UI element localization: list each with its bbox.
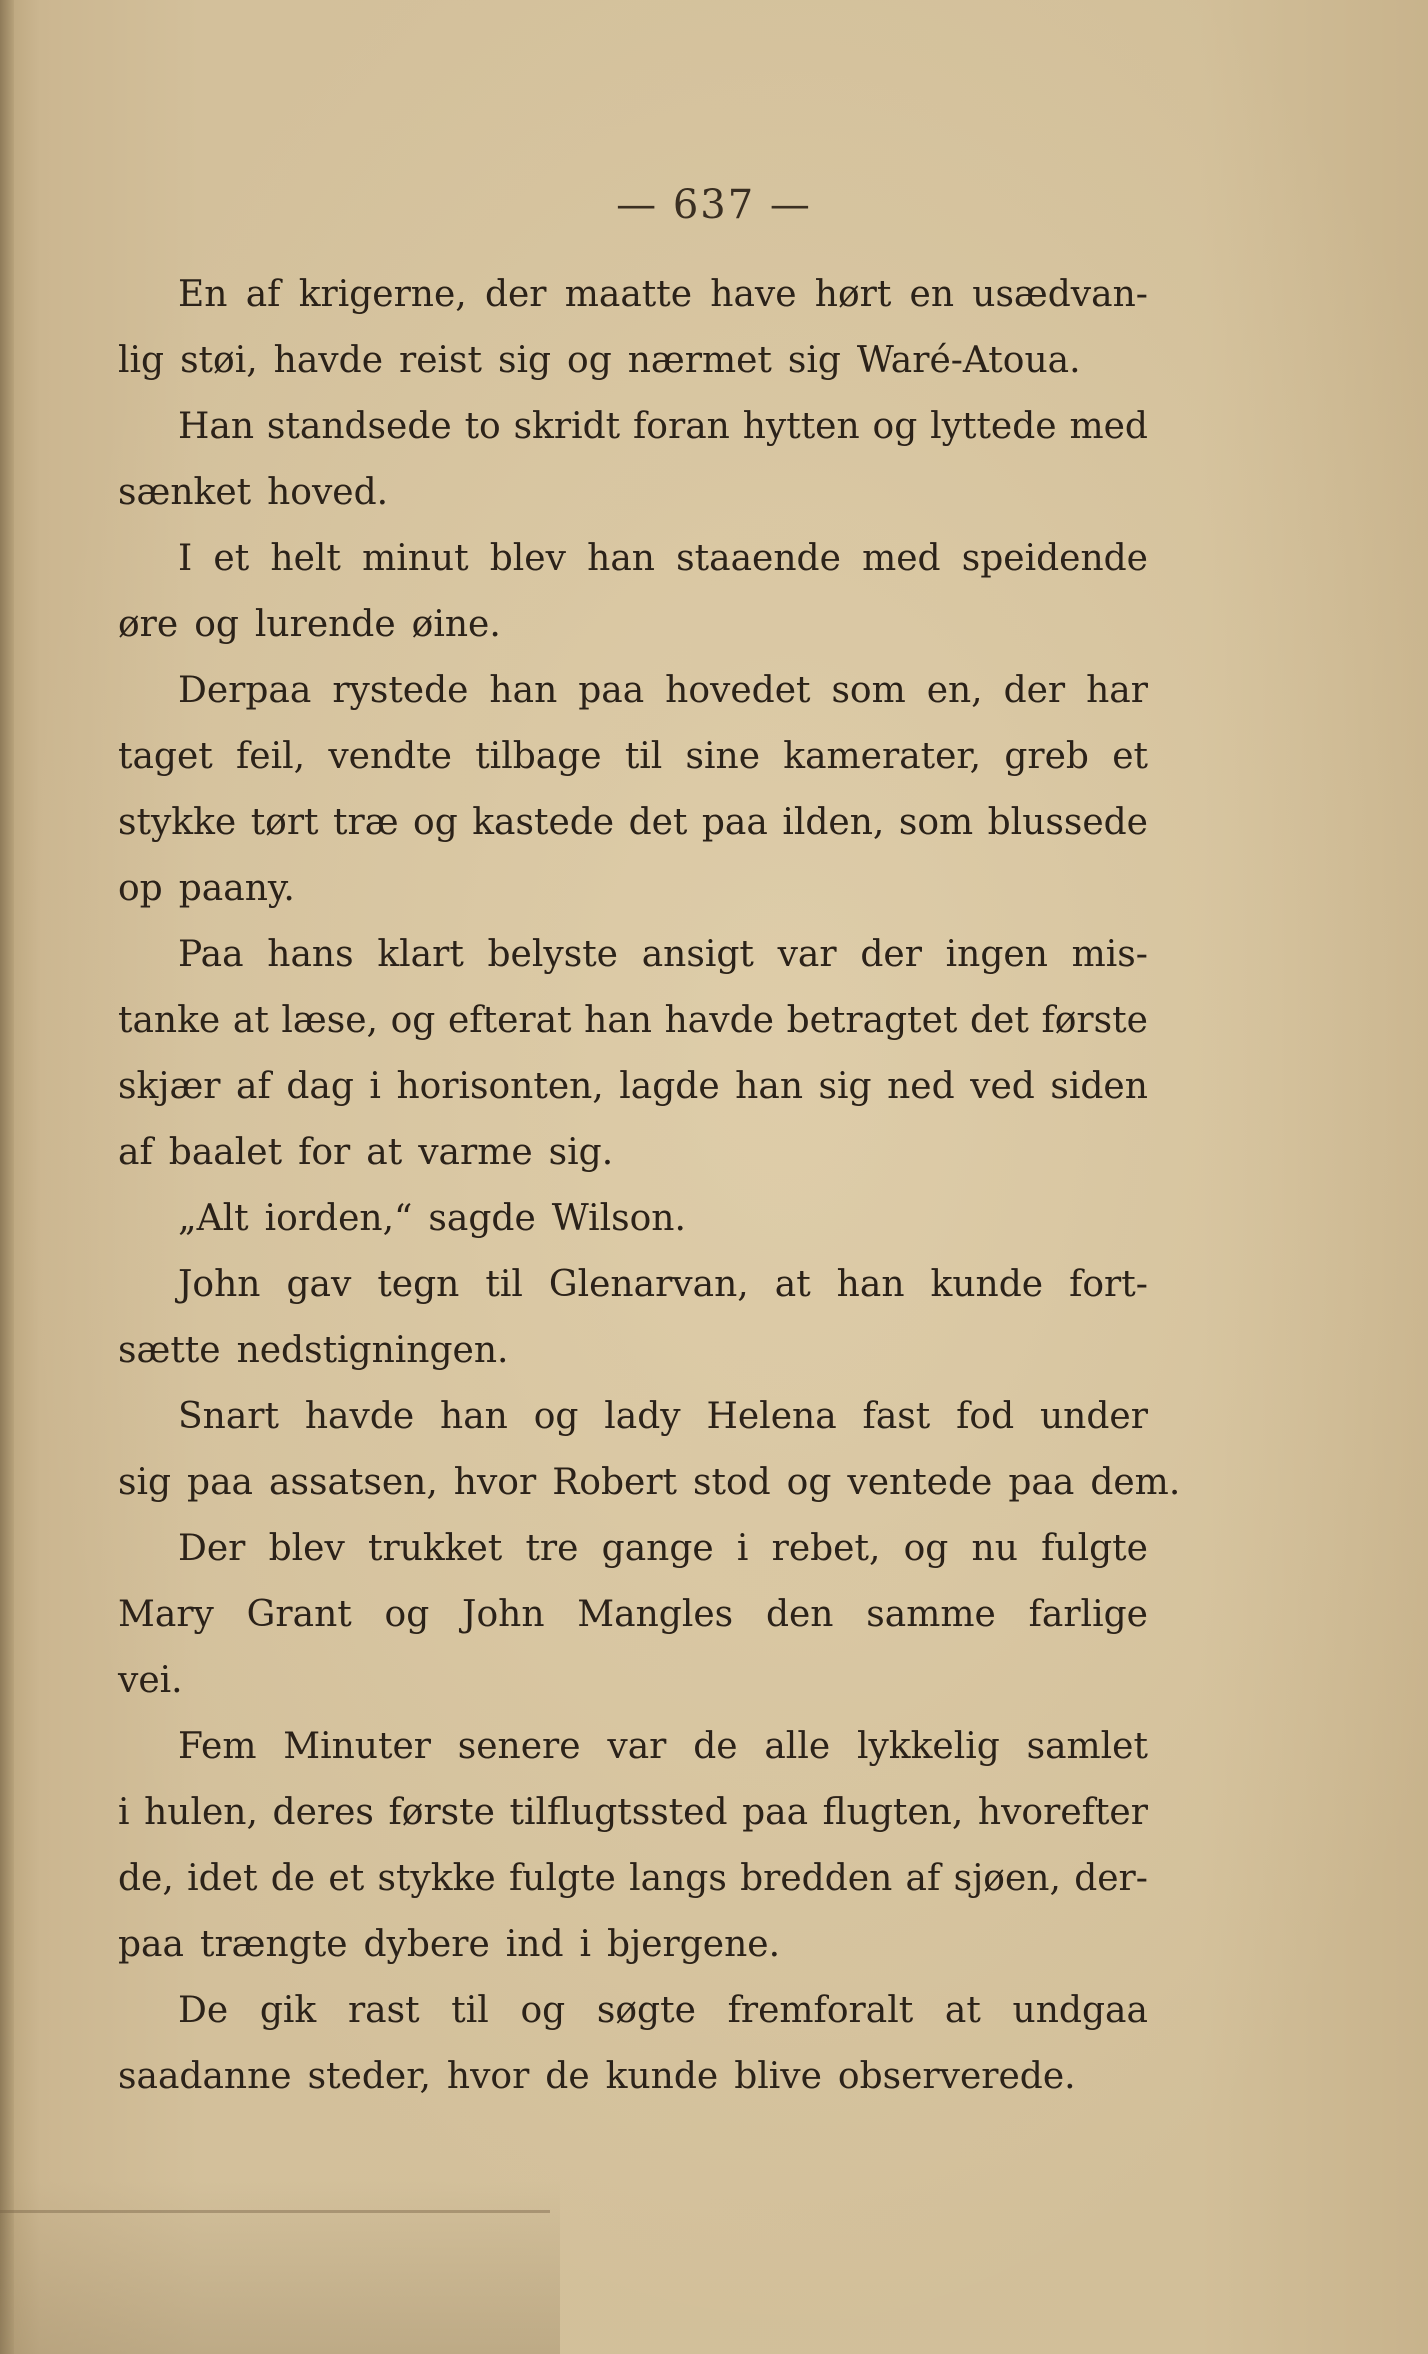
text-line: Paa hans klart belyste ansigt var der ingen mis-	[178, 934, 1148, 975]
text-line: sætte nedstigningen.	[118, 1330, 509, 1371]
text-line: taget feil, vendte tilbage til sine kamerater, greb et	[118, 736, 1148, 777]
text-line: „Alt iorden,“ sagde Wilson.	[178, 1198, 686, 1239]
text-line: John gav tegn til Glenarvan, at han kunde fort-	[178, 1264, 1148, 1305]
text-line: vei.	[118, 1660, 183, 1701]
text-line: En af krigerne, der maatte have hørt en usædvan-	[178, 274, 1148, 315]
text-line: sig paa assatsen, hvor Robert stod og ventede paa dem.	[118, 1462, 1181, 1503]
text-line: De gik rast til og søgte fremforalt at undgaa	[178, 1990, 1148, 2031]
text-line: i hulen, deres første tilflugtssted paa flugten, hvorefter	[118, 1792, 1148, 1833]
text-line: øre og lurende øine.	[118, 604, 501, 645]
text-line: Snart havde han og lady Helena fast fod under	[178, 1396, 1148, 1437]
text-line: Fem Minuter senere var de alle lykkelig samlet	[178, 1726, 1148, 1767]
text-line: Derpaa rystede han paa hovedet som en, der har	[178, 670, 1148, 711]
text-line: af baalet for at varme sig.	[118, 1132, 614, 1173]
page-number: — 637 —	[616, 182, 812, 228]
page-binding-edge	[0, 0, 14, 2354]
text-line: tanke at læse, og efterat han havde betragtet det første	[118, 1000, 1148, 1041]
text-line: Han standsede to skridt foran hytten og lyttede med	[178, 406, 1148, 447]
body-text	[118, 262, 1181, 2110]
text-line: paa trængte dybere ind i bjergene.	[118, 1924, 781, 1965]
text-line: saadanne steder, hvor de kunde blive observerede.	[118, 2056, 1076, 2097]
text-line: I et helt minut blev han staaende med speidende	[178, 538, 1148, 579]
text-line: Mary Grant og John Mangles den samme farlige	[118, 1594, 1148, 1635]
text-line: Der blev trukket tre gange i rebet, og nu fulgte	[178, 1528, 1148, 1569]
page-bottom-shadow	[0, 2180, 560, 2354]
text-line: skjær af dag i horisonten, lagde han sig ned ved siden	[118, 1066, 1148, 1107]
text-line: sænket hoved.	[118, 472, 389, 513]
text-line: op paany.	[118, 868, 295, 909]
page-bottom-edge	[0, 2210, 550, 2213]
text-line: stykke tørt træ og kastede det paa ilden, som blussede	[118, 802, 1148, 843]
text-line: lig støi, havde reist sig og nærmet sig Waré-Atoua.	[118, 340, 1081, 381]
text-line: de, idet de et stykke fulgte langs bredden af sjøen, der-	[118, 1858, 1148, 1899]
